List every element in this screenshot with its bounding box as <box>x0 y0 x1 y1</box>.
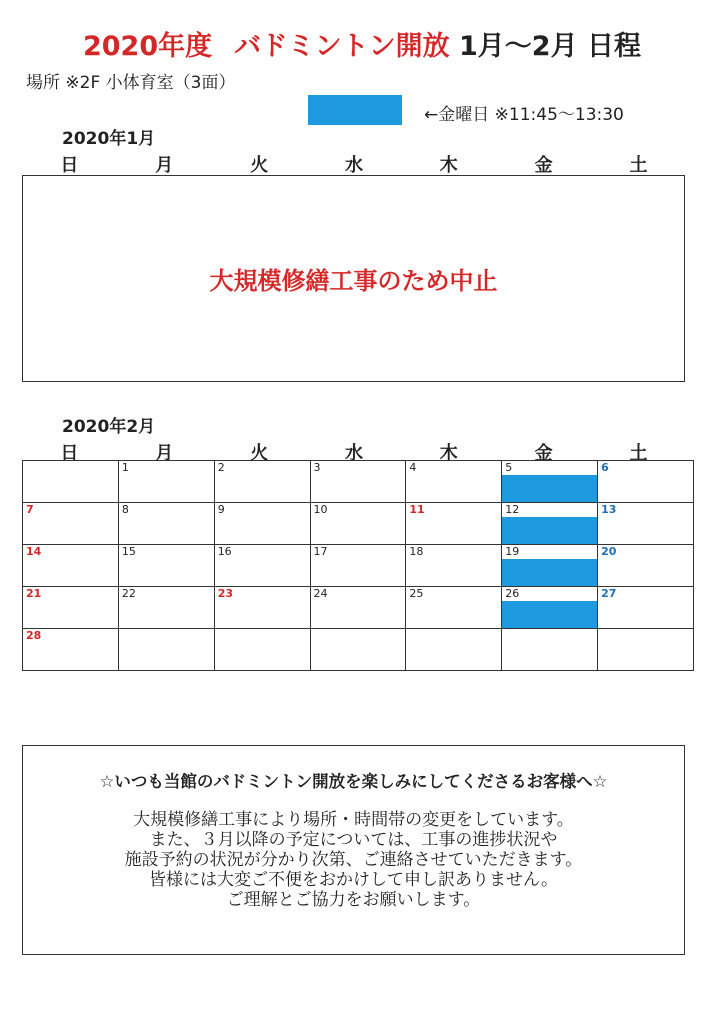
calendar-week-row <box>23 629 694 671</box>
open-session-marker <box>502 517 597 544</box>
calendar-day-cell <box>502 629 598 671</box>
calendar-day-cell <box>214 587 310 629</box>
calendar-day-cell <box>214 545 310 587</box>
calendar-day-number: 14 <box>26 545 42 558</box>
weekday-thu: 木 <box>439 155 458 176</box>
notice-line: 施設予約の状況が分かり次第、ご連絡させていただきます。 <box>124 850 583 870</box>
calendar-day-cell <box>118 503 214 545</box>
notice-line: 大規模修繕工事により場所・時間帯の変更をしています。 <box>133 810 574 830</box>
calendar-day-cell <box>118 587 214 629</box>
weekday-fri: 金 <box>534 155 553 176</box>
calendar-day-number: 3 <box>313 461 321 474</box>
calendar-day-cell <box>502 587 598 629</box>
calendar-day-cell <box>406 503 502 545</box>
title-event: バドミントン開放 <box>234 31 450 62</box>
weekday-mon: 月 <box>155 155 174 176</box>
weekday-mon: 月 <box>155 443 174 464</box>
notice-heading: ☆いつも当館のバドミントン開放を楽しみにしてくださるお客様へ☆ <box>99 772 608 791</box>
calendar-day-number: 24 <box>313 587 328 600</box>
open-session-marker <box>502 475 597 502</box>
january-cancel-notice: 大規模修繕工事のため中止 <box>209 267 498 295</box>
calendar-day-number: 4 <box>409 461 417 474</box>
title-year: 2020年度 <box>82 31 213 62</box>
calendar-day-number: 2 <box>217 461 225 474</box>
calendar-day-cell <box>406 587 502 629</box>
calendar-day-number: 21 <box>26 587 42 600</box>
legend-text: ←金曜日 ※11:45〜13:30 <box>424 105 624 125</box>
calendar-day-cell <box>502 503 598 545</box>
notice-line: また、３月以降の予定については、工事の進捗状況や <box>149 830 558 850</box>
calendar-day-number: 6 <box>601 461 609 474</box>
calendar-day-number: 26 <box>505 587 520 600</box>
calendar-day-cell <box>214 629 310 671</box>
calendar-day-number: 13 <box>601 503 617 516</box>
calendar-day-cell <box>310 461 406 503</box>
calendar-day-cell <box>310 587 406 629</box>
calendar-day-number: 11 <box>409 503 425 516</box>
weekday-tue: 火 <box>250 443 269 464</box>
weekday-wed: 水 <box>344 443 363 464</box>
calendar-day-number: 8 <box>121 503 129 516</box>
calendar-day-cell <box>23 587 119 629</box>
calendar-day-number: 18 <box>409 545 424 558</box>
weekday-tue: 火 <box>250 155 269 176</box>
calendar-day-cell <box>23 629 119 671</box>
open-session-marker <box>502 559 597 586</box>
calendar-day-cell <box>310 629 406 671</box>
january-label: 2020年1月 <box>62 129 156 149</box>
weekday-sun: 日 <box>60 155 79 176</box>
notice-box <box>22 745 685 955</box>
calendar-day-cell <box>598 503 694 545</box>
calendar-day-cell <box>502 545 598 587</box>
calendar-day-cell <box>406 629 502 671</box>
calendar-day-cell <box>598 545 694 587</box>
weekday-sat: 土 <box>629 155 648 176</box>
open-session-marker <box>502 601 597 628</box>
calendar-day-number: 17 <box>313 545 328 558</box>
calendar-week-row <box>23 461 694 503</box>
calendar-day-number: 15 <box>121 545 136 558</box>
calendar-day-cell <box>598 587 694 629</box>
calendar-day-cell <box>23 461 119 503</box>
calendar-day-number: 5 <box>505 461 513 474</box>
calendar-day-cell <box>502 461 598 503</box>
location-text: 場所 ※2F 小体育室（3面） <box>26 73 236 93</box>
calendar-day-number: 1 <box>121 461 129 474</box>
calendar-day-number: 23 <box>217 587 233 600</box>
calendar-day-number: 22 <box>121 587 136 600</box>
weekday-thu: 木 <box>439 443 458 464</box>
calendar-day-number: 16 <box>217 545 232 558</box>
calendar-day-number: 7 <box>26 503 34 516</box>
calendar-day-number: 28 <box>26 629 42 642</box>
january-calendar-box <box>22 175 685 382</box>
calendar-day-cell <box>214 503 310 545</box>
february-weekday-header <box>22 439 686 464</box>
calendar-day-cell <box>118 545 214 587</box>
calendar-day-number: 27 <box>601 587 617 600</box>
calendar-day-cell <box>118 629 214 671</box>
calendar-day-cell <box>23 503 119 545</box>
calendar-day-cell <box>23 545 119 587</box>
calendar-day-cell <box>406 545 502 587</box>
title-period: 1月〜2月 日程 <box>459 31 641 62</box>
calendar-day-cell <box>118 461 214 503</box>
calendar-week-row <box>23 587 694 629</box>
calendar-day-cell <box>598 461 694 503</box>
calendar-week-row <box>23 503 694 545</box>
notice-body <box>23 810 684 910</box>
calendar-day-cell <box>214 461 310 503</box>
weekday-sun: 日 <box>60 443 79 464</box>
calendar-day-number: 20 <box>601 545 617 558</box>
calendar-day-number: 12 <box>505 503 520 516</box>
calendar-day-number: 19 <box>505 545 520 558</box>
february-label: 2020年2月 <box>62 417 156 437</box>
weekday-sat: 土 <box>629 443 648 464</box>
calendar-day-number: 10 <box>313 503 328 516</box>
calendar-day-cell <box>406 461 502 503</box>
calendar-day-number: 9 <box>217 503 225 516</box>
calendar-day-cell <box>310 503 406 545</box>
calendar-day-cell <box>598 629 694 671</box>
calendar-day-cell <box>310 545 406 587</box>
weekday-wed: 水 <box>344 155 363 176</box>
legend-swatch <box>308 95 402 125</box>
calendar-day-number: 25 <box>409 587 424 600</box>
notice-line: ご理解とご協力をお願いします。 <box>226 890 481 910</box>
notice-line: 皆様には大変ご不便をおかけして申し訳ありません。 <box>148 870 559 890</box>
page-title <box>0 24 724 63</box>
january-weekday-header <box>22 151 686 176</box>
calendar-week-row <box>23 545 694 587</box>
weekday-fri: 金 <box>534 443 553 464</box>
february-calendar-grid <box>22 460 694 671</box>
